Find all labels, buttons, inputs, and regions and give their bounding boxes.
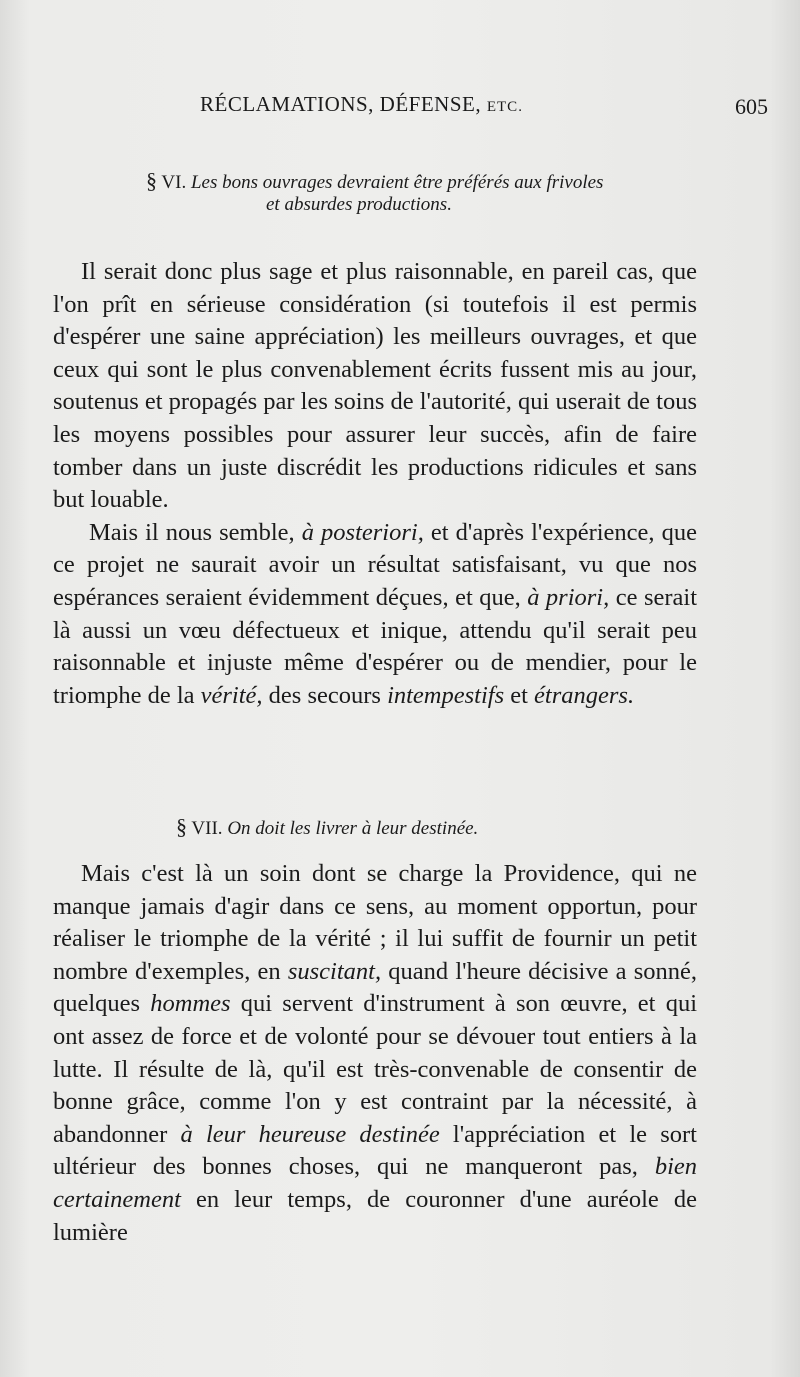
section-heading-7-line [176, 814, 478, 840]
section-number: VI. [161, 172, 187, 193]
text-block-2 [53, 858, 697, 1249]
text-run: Mais il nous semble, [89, 518, 302, 546]
section-number: VII. [191, 818, 223, 839]
running-title-text: RÉCLAMATIONS, DÉFENSE, [200, 92, 482, 116]
text-run: et d'après l'expérience, que ce projet ne saurait avoir un résultat satisfaisant, vu que nos espérances seraient évidemment déçues, et que, [53, 518, 697, 611]
text-run: l'appréciation et le sort ultérieur des bonnes choses, qui ne manqueront pas, [53, 1120, 697, 1181]
paragraph-2 [53, 517, 697, 713]
text-run: en leur temps, de couronner d'une auréole de lumière [53, 1185, 697, 1246]
italic-run: intempestifs [387, 681, 505, 709]
text-run: et [504, 681, 535, 709]
text-run: qui servent d'instrument à son œuvre, et qui ont assez de force et de volonté pour se dévouer tout entiers à la lutte. Il résulte de là, qu'il est très-convenable de consentir de bonne grâce, comme l'on y est contraint par la nécessité, à abandonner [53, 990, 697, 1148]
italic-run: à posteriori, [301, 518, 424, 546]
section-heading-6-line1 [146, 168, 603, 194]
italic-run: à priori, [527, 583, 610, 611]
section-title-line2: et absurdes productions. [266, 194, 452, 215]
page-header [0, 88, 800, 128]
italic-run: suscitant, [287, 957, 382, 985]
text-run: Mais c'est là un soin dont se charge la Providence, qui ne manque jamais d'agir dans ce sens, au moment opportun, pour réaliser le triomphe de la vérité ; il lui suffit de fournir un petit nombre d'exemples, en [53, 860, 697, 985]
page-number: 605 [735, 94, 768, 119]
text-run: quand l'heure décisive a sonné, quelques [53, 957, 697, 1018]
section-mark: § [176, 814, 187, 839]
paragraph-1: Il serait donc plus sage et plus raisonnable, en pareil cas, que l'on prît en sérieuse considération (si toutefois il est permis d'espérer une saine appréciation) les meilleurs ouvrages, et que ceux qui sont le plus convenablement écrits fussent mis au jour, soutenus et propagés par les soins de l'autorité, qui userait de tous les moyens possibles pour assurer leur succès, afin de faire tomber dans un juste discrédit les productions ridicules et sans but louable. [53, 258, 697, 514]
italic-run: hommes [150, 990, 231, 1018]
text-run: des secours [262, 681, 388, 709]
section-title: On doit les livrer à leur destinée. [227, 818, 479, 839]
running-title-etc: ETC. [486, 99, 523, 115]
paragraph-3 [53, 858, 697, 1249]
italic-run: à leur heureuse destinée [180, 1120, 440, 1148]
italic-run: bien certainement [53, 1153, 697, 1213]
italic-run: étrangers. [534, 681, 635, 709]
running-title [200, 92, 523, 117]
section-title-line1: Les bons ouvrages devraient être préférés aux frivoles [190, 172, 604, 193]
italic-run: vérité, [200, 681, 263, 709]
section-mark: § [146, 168, 157, 193]
text-run: ce serait là aussi un vœu défectueux et inique, attendu qu'il serait peu raisonnable et injuste même d'espérer ou de mendier, pour le triomphe de la [53, 583, 698, 709]
text-block-1 [53, 256, 697, 712]
